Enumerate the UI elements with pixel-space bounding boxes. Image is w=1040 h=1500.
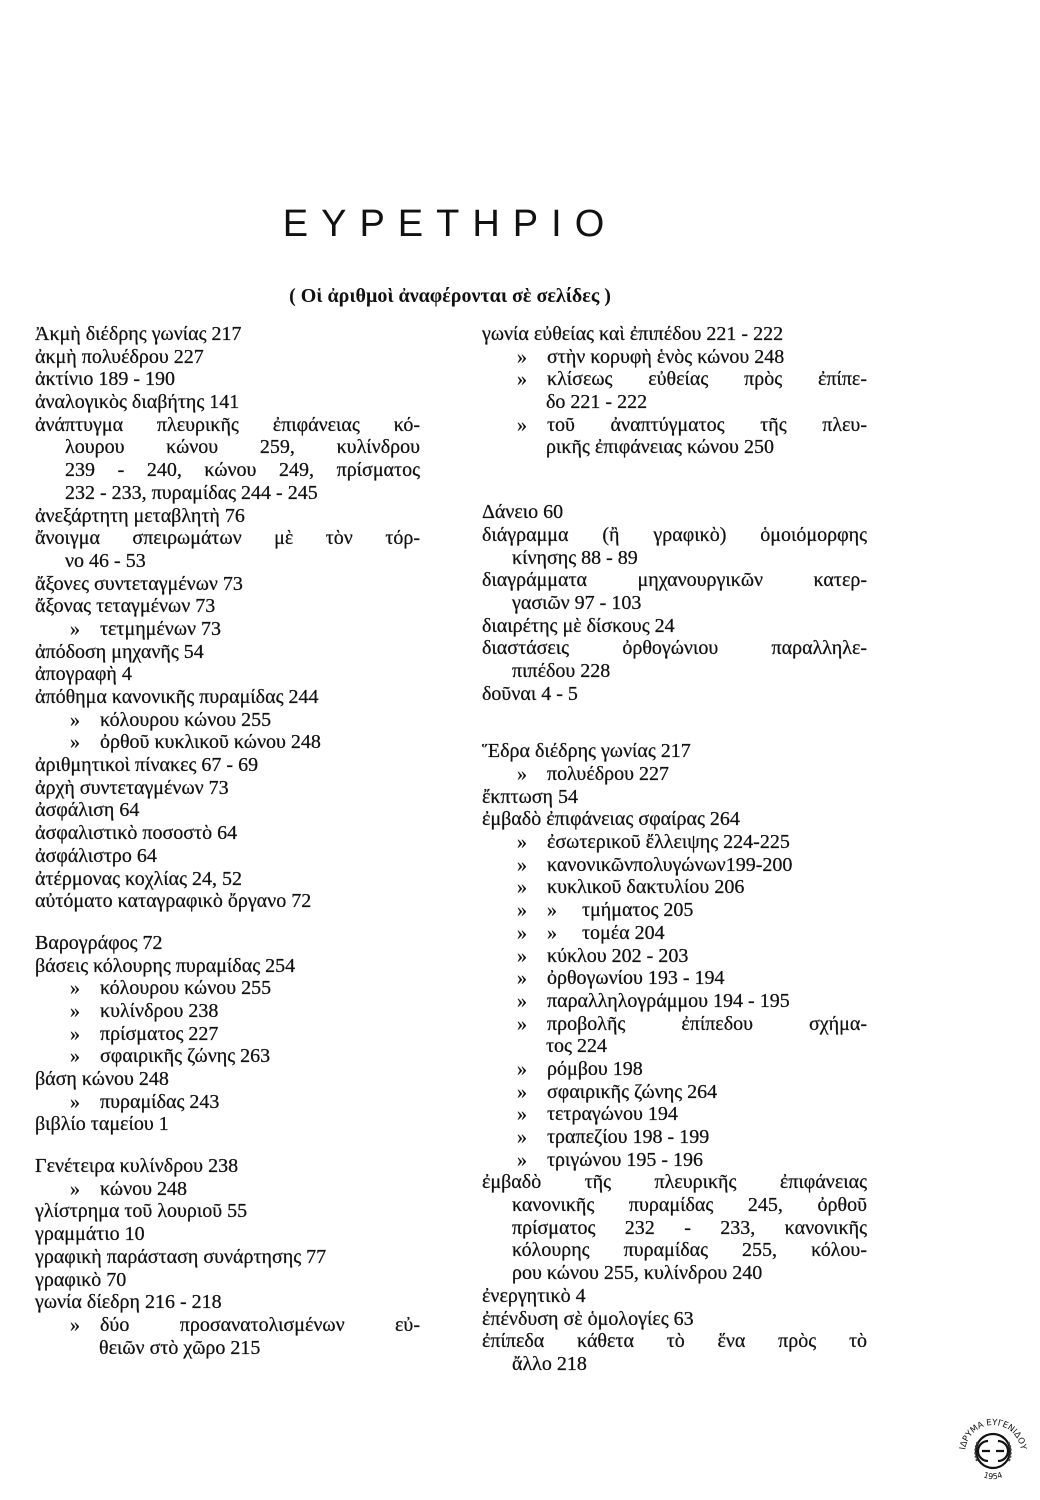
index-entry-text: σφαιρικῆς ζώνης 264 xyxy=(547,1080,718,1103)
index-entry-text: ἀσφάλιση 64 xyxy=(35,799,140,822)
index-line xyxy=(35,505,420,528)
index-entry-text: γραφικὴ παράσταση συνάρτησης 77 xyxy=(35,1245,327,1268)
index-line xyxy=(35,323,420,346)
index-line xyxy=(35,550,420,573)
index-entry-text: γραμμάτιο 10 xyxy=(35,1223,145,1246)
index-entry-text: πιπέδου 228 xyxy=(512,659,611,682)
ditto-mark: » xyxy=(517,853,527,876)
index-line xyxy=(482,1285,867,1308)
index-entry-text: τραπεζίου 198 - 199 xyxy=(547,1126,710,1148)
ditto-mark: » xyxy=(517,345,527,368)
index-entry-text: δο 221 - 222 xyxy=(546,391,648,414)
index-entry-text: ὀρθογωνίου 193 - 194 xyxy=(547,967,725,990)
index-line xyxy=(482,323,867,346)
index-line xyxy=(35,1337,420,1360)
index-entry-text: ἀνεξάρτητη μεταβλητὴ 76 xyxy=(35,504,245,527)
index-line xyxy=(482,436,867,459)
index-line xyxy=(35,573,420,596)
ditto-mark: » xyxy=(70,708,80,731)
index-line xyxy=(35,890,420,913)
index-entry-text: ἐπένδυση σὲ ὁμολογίες 63 xyxy=(482,1307,694,1330)
index-column-right xyxy=(482,323,867,1376)
index-entry-text: ἀναλογικὸς διαβήτης 141 xyxy=(35,391,240,414)
index-line xyxy=(35,1068,420,1091)
index-line xyxy=(482,1149,867,1172)
index-section xyxy=(482,501,867,705)
index-line xyxy=(482,854,867,877)
index-entry-text: προβολῆς ἐπίπεδου σχήμα- xyxy=(547,1012,867,1035)
index-entry-text: διαστάσεις ὀρθογώνιου παραλληλε- xyxy=(482,637,867,660)
index-entry-text: παραλληλογράμμου 194 - 195 xyxy=(547,989,790,1012)
index-entry-text: κόλουρου κώνου 255 xyxy=(100,708,272,731)
index-line xyxy=(482,967,867,990)
index-line xyxy=(482,524,867,547)
svg-text:1954: 1954 xyxy=(982,1470,1004,1482)
index-entry-text: πολυέδρου 227 xyxy=(547,763,670,785)
index-line xyxy=(35,436,420,459)
ditto-mark: » xyxy=(70,999,80,1022)
index-line xyxy=(482,368,867,391)
index-line xyxy=(482,808,867,831)
index-entry-text: κόλουρης πυραμίδας 255, κόλου- xyxy=(512,1239,867,1262)
ditto-mark: » xyxy=(517,368,527,391)
index-entry-text: Ἕδρα διέδρης γωνίας 217 xyxy=(482,740,691,763)
index-line xyxy=(35,414,420,437)
index-line xyxy=(482,831,867,854)
index-entry-text: διάγραμμα (ἢ γραφικὸ) ὁμοιόμορφης xyxy=(482,523,867,546)
index-line xyxy=(35,595,420,618)
index-line xyxy=(482,1262,867,1285)
index-section xyxy=(482,323,867,459)
index-entry-text: ἀκτίνιο 189 - 190 xyxy=(35,368,176,391)
index-line xyxy=(35,1246,420,1269)
index-line xyxy=(482,990,867,1013)
index-entry-text: 232 - 233, πυραμίδας 244 - 245 xyxy=(65,481,318,504)
index-entry-text: τετραγώνου 194 xyxy=(547,1103,678,1126)
index-line xyxy=(35,709,420,732)
index-entry-text: ρου κώνου 255, κυλίνδρου 240 xyxy=(512,1262,763,1285)
index-line xyxy=(482,876,867,899)
index-entry-text: ὀρθοῦ κυκλικοῦ κώνου 248 xyxy=(100,731,321,754)
index-entry-text: βιβλίο ταμείου 1 xyxy=(35,1113,169,1136)
index-entry-text: Γενέτειρα κυλίνδρου 238 xyxy=(35,1155,239,1178)
index-entry-text: Δάνειο 60 xyxy=(482,501,564,524)
index-line xyxy=(35,955,420,978)
ditto-mark: » xyxy=(517,944,527,967)
page-subtitle: ( Οἱ ἀριθμοὶ ἀναφέρονται σὲ σελίδες ) xyxy=(289,285,611,307)
index-line xyxy=(35,1223,420,1246)
index-line xyxy=(482,763,867,786)
index-line xyxy=(35,1023,420,1046)
index-entry-text: γωνία δίεδρη 216 - 218 xyxy=(35,1291,222,1314)
index-entry-text: βάση κώνου 248 xyxy=(35,1068,169,1090)
index-line xyxy=(482,1103,867,1126)
index-line xyxy=(482,740,867,763)
index-entry-text: ἐσωτερικοῦ ἔλλειψης 224-225 xyxy=(547,831,790,854)
ditto-mark: » xyxy=(517,413,527,436)
index-line xyxy=(482,1330,867,1353)
index-line xyxy=(482,1353,867,1376)
index-entry-text: διαιρέτης μὲ δίσκους 24 xyxy=(482,614,675,637)
ditto-mark: » xyxy=(517,1012,527,1035)
index-entry-text: πρίσματος 227 xyxy=(100,1022,219,1045)
index-line xyxy=(35,822,420,845)
index-entry-text: τετμημένων 73 xyxy=(100,617,222,640)
index-entry-text: τμήματος 205 xyxy=(582,899,694,922)
ditto-mark: » xyxy=(517,1126,527,1148)
index-entry-text: τοῦ ἀναπτύγματος τῆς πλευ- xyxy=(547,413,867,436)
index-line xyxy=(482,414,867,437)
index-entry-text: ἔκπτωση 54 xyxy=(482,785,579,808)
index-line xyxy=(482,569,867,592)
index-line xyxy=(482,683,867,706)
index-line xyxy=(482,899,867,922)
ditto-mark: » xyxy=(547,921,557,944)
index-line xyxy=(35,686,420,709)
index-line xyxy=(482,660,867,683)
ditto-mark: » xyxy=(70,977,80,1000)
ditto-mark: » xyxy=(517,1080,527,1103)
ditto-mark: » xyxy=(517,967,527,990)
index-entry-text: κυλίνδρου 238 xyxy=(100,999,219,1022)
index-entry-text: βάσεις κόλουρης πυραμίδας 254 xyxy=(35,954,296,977)
ditto-mark: » xyxy=(517,1103,527,1126)
index-line xyxy=(35,731,420,754)
index-entry-text: λουρου κώνου 259, κυλίνδρου xyxy=(65,436,420,459)
index-entry-text: κανονικῆς πυραμίδας 245, ὀρθοῦ xyxy=(512,1194,867,1217)
index-line xyxy=(35,346,420,369)
index-line xyxy=(35,1291,420,1314)
index-entry-text: κυκλικοῦ δακτυλίου 206 xyxy=(547,876,745,899)
ditto-mark: » xyxy=(517,1148,527,1171)
index-line xyxy=(482,945,867,968)
index-line xyxy=(482,922,867,945)
index-line xyxy=(35,482,420,505)
foundation-seal-logo xyxy=(955,1413,1031,1489)
index-entry-text: ἀπόθημα κανονικῆς πυραμίδας 244 xyxy=(35,686,319,708)
index-entry-text: ἄνοιγμα σπειρωμάτων μὲ τὸν τόρ- xyxy=(35,527,420,550)
index-entry-text: κλίσεως εὐθείας πρὸς ἐπίπε- xyxy=(547,368,867,391)
index-entry-text: κώνου 248 xyxy=(100,1177,188,1200)
index-entry-text: ρόμβου 198 xyxy=(547,1057,643,1080)
index-line xyxy=(35,932,420,955)
index-entry-text: διαγράμματα μηχανουργικῶν κατερ- xyxy=(482,569,867,592)
ditto-mark: » xyxy=(70,1022,80,1045)
ditto-mark: » xyxy=(517,921,527,944)
svg-text:ΙΔΡΥΜΑ ΕΥΓΕΝΙΔΟΥ: ΙΔΡΥΜΑ ΕΥΓΕΝΙΔΟΥ xyxy=(958,1417,1028,1451)
index-entry-text: ἀρχὴ συντεταγμένων 73 xyxy=(35,776,229,799)
index-entry-text: ἀπογραφὴ 4 xyxy=(35,663,132,686)
ditto-mark: » xyxy=(70,1090,80,1113)
index-entry-text: γασιῶν 97 - 103 xyxy=(512,591,642,614)
index-entry-text: ἀριθμητικοὶ πίνακες 67 - 69 xyxy=(35,754,259,777)
index-line xyxy=(482,1126,867,1149)
index-entry-text: τριγώνου 195 - 196 xyxy=(547,1148,704,1171)
index-entry-text: ἀτέρμονας κοχλίας 24, 52 xyxy=(35,867,243,890)
index-line xyxy=(482,1308,867,1331)
index-line xyxy=(35,754,420,777)
index-entry-text: ἀπόδοση μηχανῆς 54 xyxy=(35,640,204,663)
index-entry-text: κύκλου 202 - 203 xyxy=(547,944,689,967)
index-entry-text: Ἀκμὴ διέδρης γωνίας 217 xyxy=(35,323,242,345)
index-entry-text: σφαιρικῆς ζώνης 263 xyxy=(100,1045,271,1068)
index-line xyxy=(35,391,420,414)
ditto-mark: » xyxy=(517,876,527,899)
index-entry-text: ρικῆς ἐπιφάνειας κώνου 250 xyxy=(546,436,774,459)
index-line xyxy=(35,641,420,664)
index-line xyxy=(482,1171,867,1194)
index-line xyxy=(482,592,867,615)
index-section xyxy=(35,932,420,1136)
index-entry-text: δοῦναι 4 - 5 xyxy=(482,682,578,705)
index-entry-text: αὐτόματο καταγραφικὸ ὄργανο 72 xyxy=(35,890,312,913)
ditto-mark: » xyxy=(517,1057,527,1080)
index-line xyxy=(482,391,867,414)
index-entry-text: ἀκμὴ πολυέδρου 227 xyxy=(35,345,204,368)
index-line xyxy=(35,1269,420,1292)
index-line xyxy=(35,977,420,1000)
ditto-mark: » xyxy=(70,1313,80,1336)
ditto-mark: » xyxy=(70,731,80,754)
index-entry-text: ἄλλο 218 xyxy=(512,1352,587,1375)
index-line xyxy=(35,868,420,891)
index-entry-text: κόλουρου κώνου 255 xyxy=(100,977,272,1000)
ditto-mark: » xyxy=(547,899,557,922)
ditto-mark: » xyxy=(70,1177,80,1200)
index-line xyxy=(482,1081,867,1104)
index-line xyxy=(482,1217,867,1240)
index-entry-text: κίνησης 88 - 89 xyxy=(512,546,638,569)
index-line xyxy=(35,1178,420,1201)
index-line xyxy=(35,777,420,800)
index-entry-text: ἐπίπεδα κάθετα τὸ ἕνα πρὸς τὸ xyxy=(482,1330,867,1353)
index-entry-text: ἀσφάλιστρο 64 xyxy=(35,844,157,867)
index-entry-text: ἀνάπτυγμα πλευρικῆς ἐπιφάνειας κό- xyxy=(35,413,420,436)
index-section xyxy=(35,1155,420,1359)
index-entry-text: ἀσφαλιστικὸ ποσοστὸ 64 xyxy=(35,822,238,845)
ditto-mark: » xyxy=(517,989,527,1012)
index-entry-text: ἄξονες συντεταγμένων 73 xyxy=(35,572,243,595)
index-line xyxy=(35,1000,420,1023)
index-entry-text: ἄξονας τεταγμένων 73 xyxy=(35,595,216,618)
index-line xyxy=(35,368,420,391)
index-entry-text: πρίσματος 232 - 233, κανονικῆς xyxy=(512,1216,867,1239)
index-line xyxy=(35,663,420,686)
index-entry-text: δύο προσανατολισμένων εὐ- xyxy=(100,1313,420,1336)
ditto-mark: » xyxy=(517,899,527,922)
index-entry-text: πυραμίδας 243 xyxy=(100,1090,220,1113)
index-entry-text: γωνία εὐθείας καὶ ἐπιπέδου 221 - 222 xyxy=(482,323,784,345)
page-title: ΕΥΡΕΤΗΡΙΟ xyxy=(282,203,618,245)
ditto-mark: » xyxy=(517,763,527,785)
index-line xyxy=(35,799,420,822)
index-line xyxy=(482,1194,867,1217)
index-line xyxy=(482,1058,867,1081)
index-entry-text: Βαρογράφος 72 xyxy=(35,931,163,954)
index-line xyxy=(35,1155,420,1178)
index-entry-text: νο 46 - 53 xyxy=(65,549,146,572)
index-line xyxy=(35,1091,420,1114)
index-line xyxy=(35,459,420,482)
index-line xyxy=(35,1045,420,1068)
index-entry-text: στὴν κορυφὴ ἑνὸς κώνου 248 xyxy=(547,345,785,368)
index-line xyxy=(482,1013,867,1036)
index-line xyxy=(482,1239,867,1262)
ditto-mark: » xyxy=(70,1045,80,1068)
index-entry-text: γλίστρημα τοῦ λουριοῦ 55 xyxy=(35,1200,248,1223)
index-entry-text: ἐμβαδὸ ἐπιφάνειας σφαίρας 264 xyxy=(482,808,740,831)
index-line xyxy=(482,547,867,570)
index-section xyxy=(482,740,867,1375)
index-line xyxy=(482,1035,867,1058)
index-line xyxy=(35,1113,420,1136)
index-line xyxy=(482,637,867,660)
index-section xyxy=(35,323,420,913)
index-entry-text: θειῶν στὸ χῶρο 215 xyxy=(99,1336,261,1359)
index-entry-text: ἐνεργητικὸ 4 xyxy=(482,1284,586,1307)
index-entry-text: γραφικὸ 70 xyxy=(35,1268,127,1291)
index-line xyxy=(35,618,420,641)
index-column-left xyxy=(35,323,420,1359)
index-line xyxy=(482,501,867,524)
index-line xyxy=(35,527,420,550)
index-line xyxy=(482,346,867,369)
index-entry-text: τομέα 204 xyxy=(582,921,665,944)
index-entry-text: τος 224 xyxy=(546,1035,607,1058)
ditto-mark: » xyxy=(517,831,527,854)
index-line xyxy=(482,615,867,638)
index-entry-text: 239 - 240, κώνου 249, πρίσματος xyxy=(65,459,420,482)
index-line xyxy=(35,1200,420,1223)
index-line xyxy=(35,1314,420,1337)
index-line xyxy=(35,845,420,868)
index-entry-text: κανονικῶνπολυγώνων199-200 xyxy=(547,853,793,876)
index-entry-text: ἐμβαδὸ τῆς πλευρικῆς ἐπιφάνειας xyxy=(482,1171,867,1194)
ditto-mark: » xyxy=(70,617,80,640)
index-line xyxy=(482,786,867,809)
